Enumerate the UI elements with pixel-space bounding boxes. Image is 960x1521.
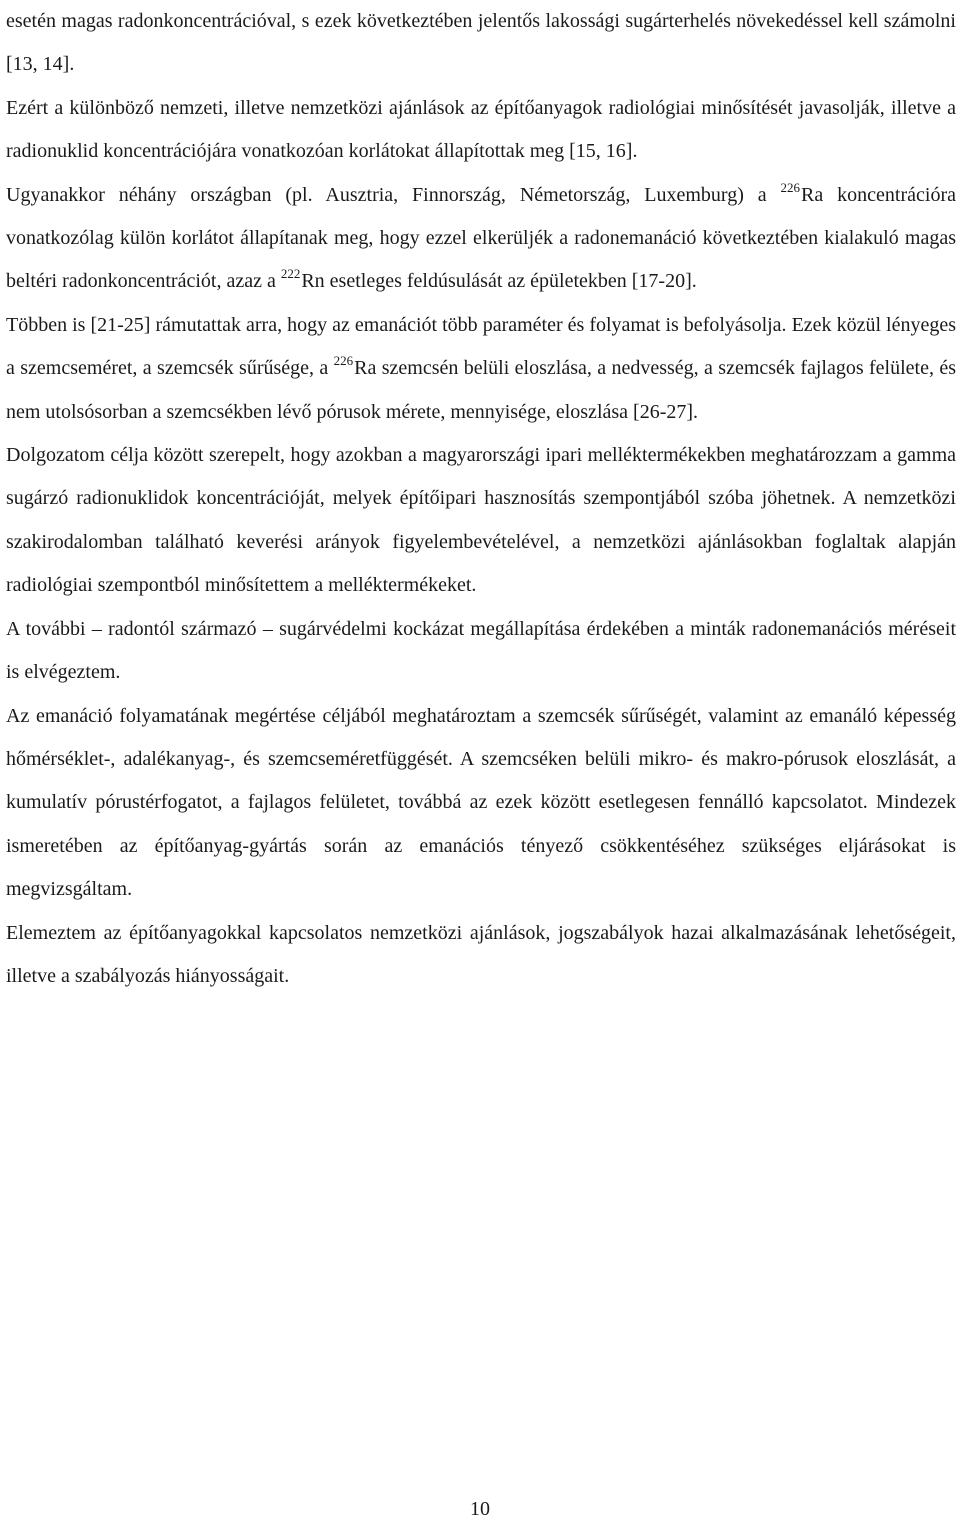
paragraph-3-text-b: Ra koncentrációra vonatkozólag külön korlátot állapítanak meg, hogy ezzel elkerüljék a radonemanáció következtében kialakuló magas beltéri radonkoncentrációt, azaz a	[6, 183, 956, 293]
body-text	[6, 0, 956, 998]
paragraph-1	[6, 0, 956, 87]
paragraph-4-text-b: Ra szemcsén belüli eloszlása, a nedvesség, a szemcsék fajlagos felülete, és nem utolsósorban a szemcsékben lévő pórusok mérete, mennyisége, eloszlása [26-27].	[6, 357, 956, 423]
paragraph-8	[6, 912, 956, 999]
isotope-mass-number-ra226: 226	[333, 353, 354, 369]
paragraph-4-text-a: Többen is [21-25] rámutattak arra, hogy az emanációt több paraméter és folyamat is befolyásolja. Ezek közül lényeges a szemcseméret, a szemcsék sűrűsége, a	[6, 313, 956, 380]
paragraph-3	[6, 174, 956, 304]
paragraph-2	[6, 87, 956, 174]
paragraph-3-text-a: Ugyanakkor néhány országban (pl. Ausztria, Finnország, Németország, Luxemburg) a	[6, 183, 781, 206]
paragraph-7-text: Az emanáció folyamatának megértése céljából meghatároztam a szemcsék sűrűségét, valamint az emanáló képesség hőmérséklet-, adalékanyag-, és szemcseméretfüggését. A szemcséken belüli mikro- és makro-pórusok eloszlását, a kumulatív pórustérfogatot, a fajlagos felületet, továbbá az ezek között esetlegesen fennálló kapcsolatot. Mindezek ismeretében az építőanyag-gyártás során az emanációs tényező csökkentéséhez szükséges eljárásokat is megvizsgáltam.	[6, 704, 956, 901]
paragraph-3-text-c: Rn esetleges feldúsulását az épületekben [17-20].	[301, 270, 697, 293]
paragraph-8-text: Elemeztem az építőanyagokkal kapcsolatos nemzetközi ajánlások, jogszabályok hazai alkalmazásának lehetőségeit, illetve a szabályozás hiányosságait.	[6, 921, 956, 987]
paragraph-7	[6, 695, 956, 912]
paragraph-5-text: Dolgozatom célja között szerepelt, hogy azokban a magyarországi ipari melléktermékekben meghatározzam a gamma sugárzó radionuklidok koncentrációját, melyek építőipari hasznosítás szempontjából szóba jöhetnek. A nemzetközi szakirodalomban található keverési arányok figyelembevételével, a nemzetközi ajánlásokban foglaltak alapján radiológiai szempontból minősítettem a melléktermékeket.	[6, 444, 956, 597]
paragraph-6-text: A további – radontól származó – sugárvédelmi kockázat megállapítása érdekében a minták radonemanációs méréseit is elvégeztem.	[6, 617, 956, 684]
paragraph-1-text: esetén magas radonkoncentrációval, s ezek következtében jelentős lakossági sugárterhelés növekedéssel kell számolni [13, 14].	[6, 10, 956, 76]
paragraph-2-text: Ezért a különböző nemzeti, illetve nemzetközi ajánlások az építőanyagok radiológiai minősítését javasolják, illetve a radionuklid koncentrációjára vonatkozóan korlátokat állapítottak meg [15, 16].	[6, 96, 956, 163]
isotope-mass-number-ra226: 226	[780, 179, 801, 195]
paragraph-6	[6, 608, 956, 695]
isotope-mass-number-rn222: 222	[280, 266, 301, 282]
paragraph-5	[6, 434, 956, 608]
page-number: 10	[470, 1498, 490, 1520]
paragraph-4	[6, 304, 956, 434]
